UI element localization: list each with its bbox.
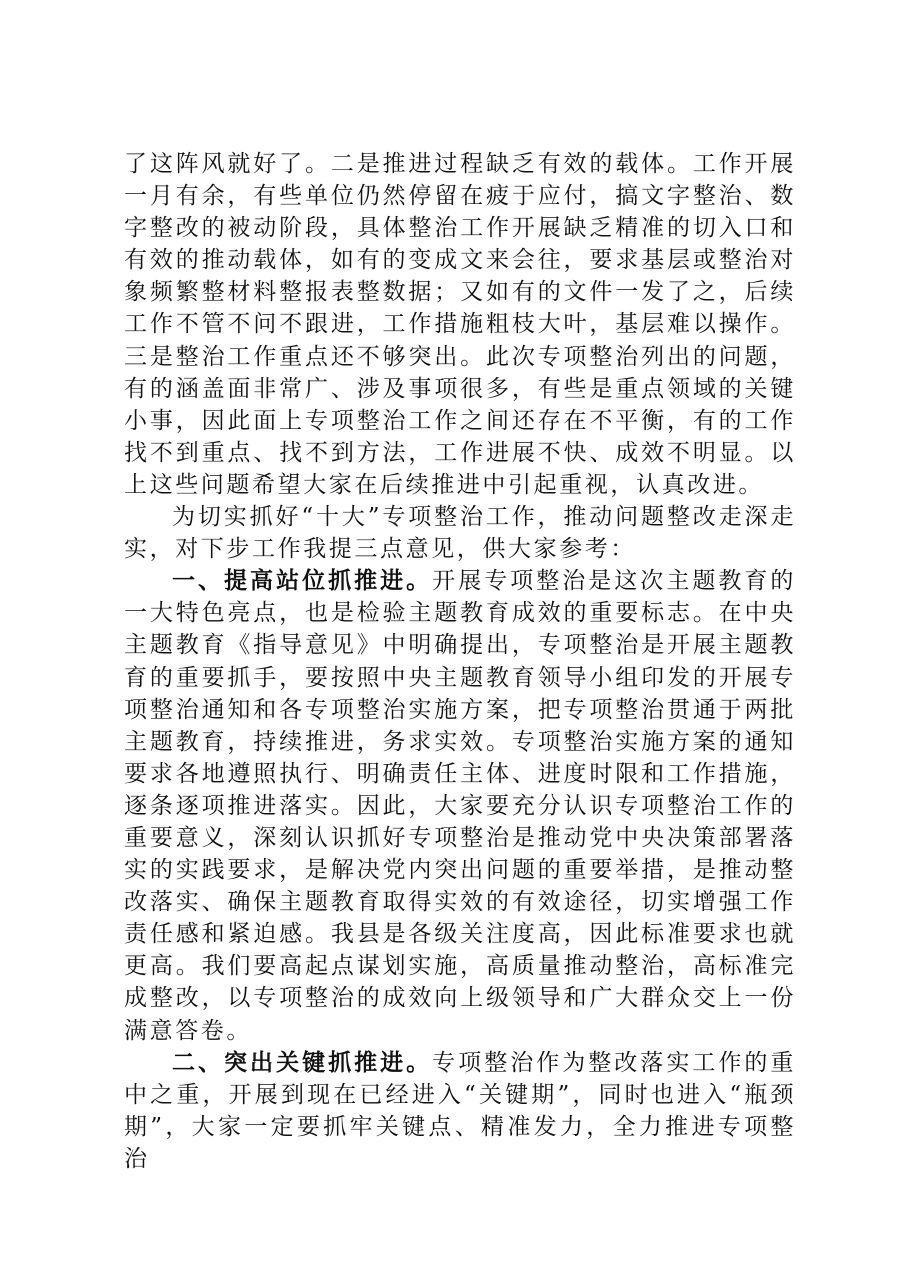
paragraph-point-one [124,565,796,1046]
paragraph-heading: 二、突出关键抓推进。 [172,1049,433,1076]
paragraph-heading: 一、提高站位抓推进。 [172,568,433,595]
document-page [124,148,796,1175]
paragraph-intro [124,501,796,565]
paragraph-text: 专项整治作为整改落实工作的重中之重，开展到现在已经进入“关键期”，同时也进入“瓶颈期”，大家一定要抓牢关键点、精准发力，全力推进专项整治 [124,1049,796,1172]
paragraph-text: 为切实抓好“十大”专项整治工作，推动问题整改走深走实，对下步工作我提三点意见，供大家参考： [124,504,796,563]
paragraph-point-two [124,1047,796,1175]
paragraph-text: 了这阵风就好了。二是推进过程缺乏有效的载体。工作开展一月有余，有些单位仍然停留在疲于应付，搞文字整治、数字整改的被动阶段，具体整治工作开展缺乏精准的切入口和有效的推动载体，如有的变成文来会往，要求基层或整治对象频繁整材料整报表整数据；又如有的文件一发了之，后续工作不管不问不跟进，工作措施粗枝大叶，基层难以操作。三是整治工作重点还不够突出。此次专项整治列出的问题，有的涵盖面非常广、涉及事项很多，有些是重点领域的关键小事，因此面上专项整治工作之间还存在不平衡，有的工作找不到重点、找不到方法，工作进展不快、成效不明显。以上这些问题希望大家在后续推进中引起重视，认真改进。 [124,151,796,498]
paragraph-text: 开展专项整治是这次主题教育的一大特色亮点，也是检验主题教育成效的重要标志。在中央主题教育《指导意见》中明确提出，专项整治是开展主题教育的重要抓手，要按照中央主题教育领导小组印发的开展专项整治通知和各专项整治实施方案，把专项整治贯通于两批主题教育，持续推进，务求实效。专项整治实施方案的通知要求各地遵照执行、明确责任主体、进度时限和工作措施，逐条逐项推进落实。因此，大家要充分认识专项整治工作的重要意义，深刻认识抓好专项整治是推动党中央决策部署落实的实践要求，是解决党内突出问题的重要举措，是推动整改落实、确保主题教育取得实效的有效途径，切实增强工作责任感和紧迫感。我县是各级关注度高，因此标准要求也就更高。我们要高起点谋划实施，高质量推动整治，高标准完成整改，以专项整治的成效向上级领导和广大群众交上一份满意答卷。 [124,568,796,1044]
paragraph-continued [124,148,796,501]
